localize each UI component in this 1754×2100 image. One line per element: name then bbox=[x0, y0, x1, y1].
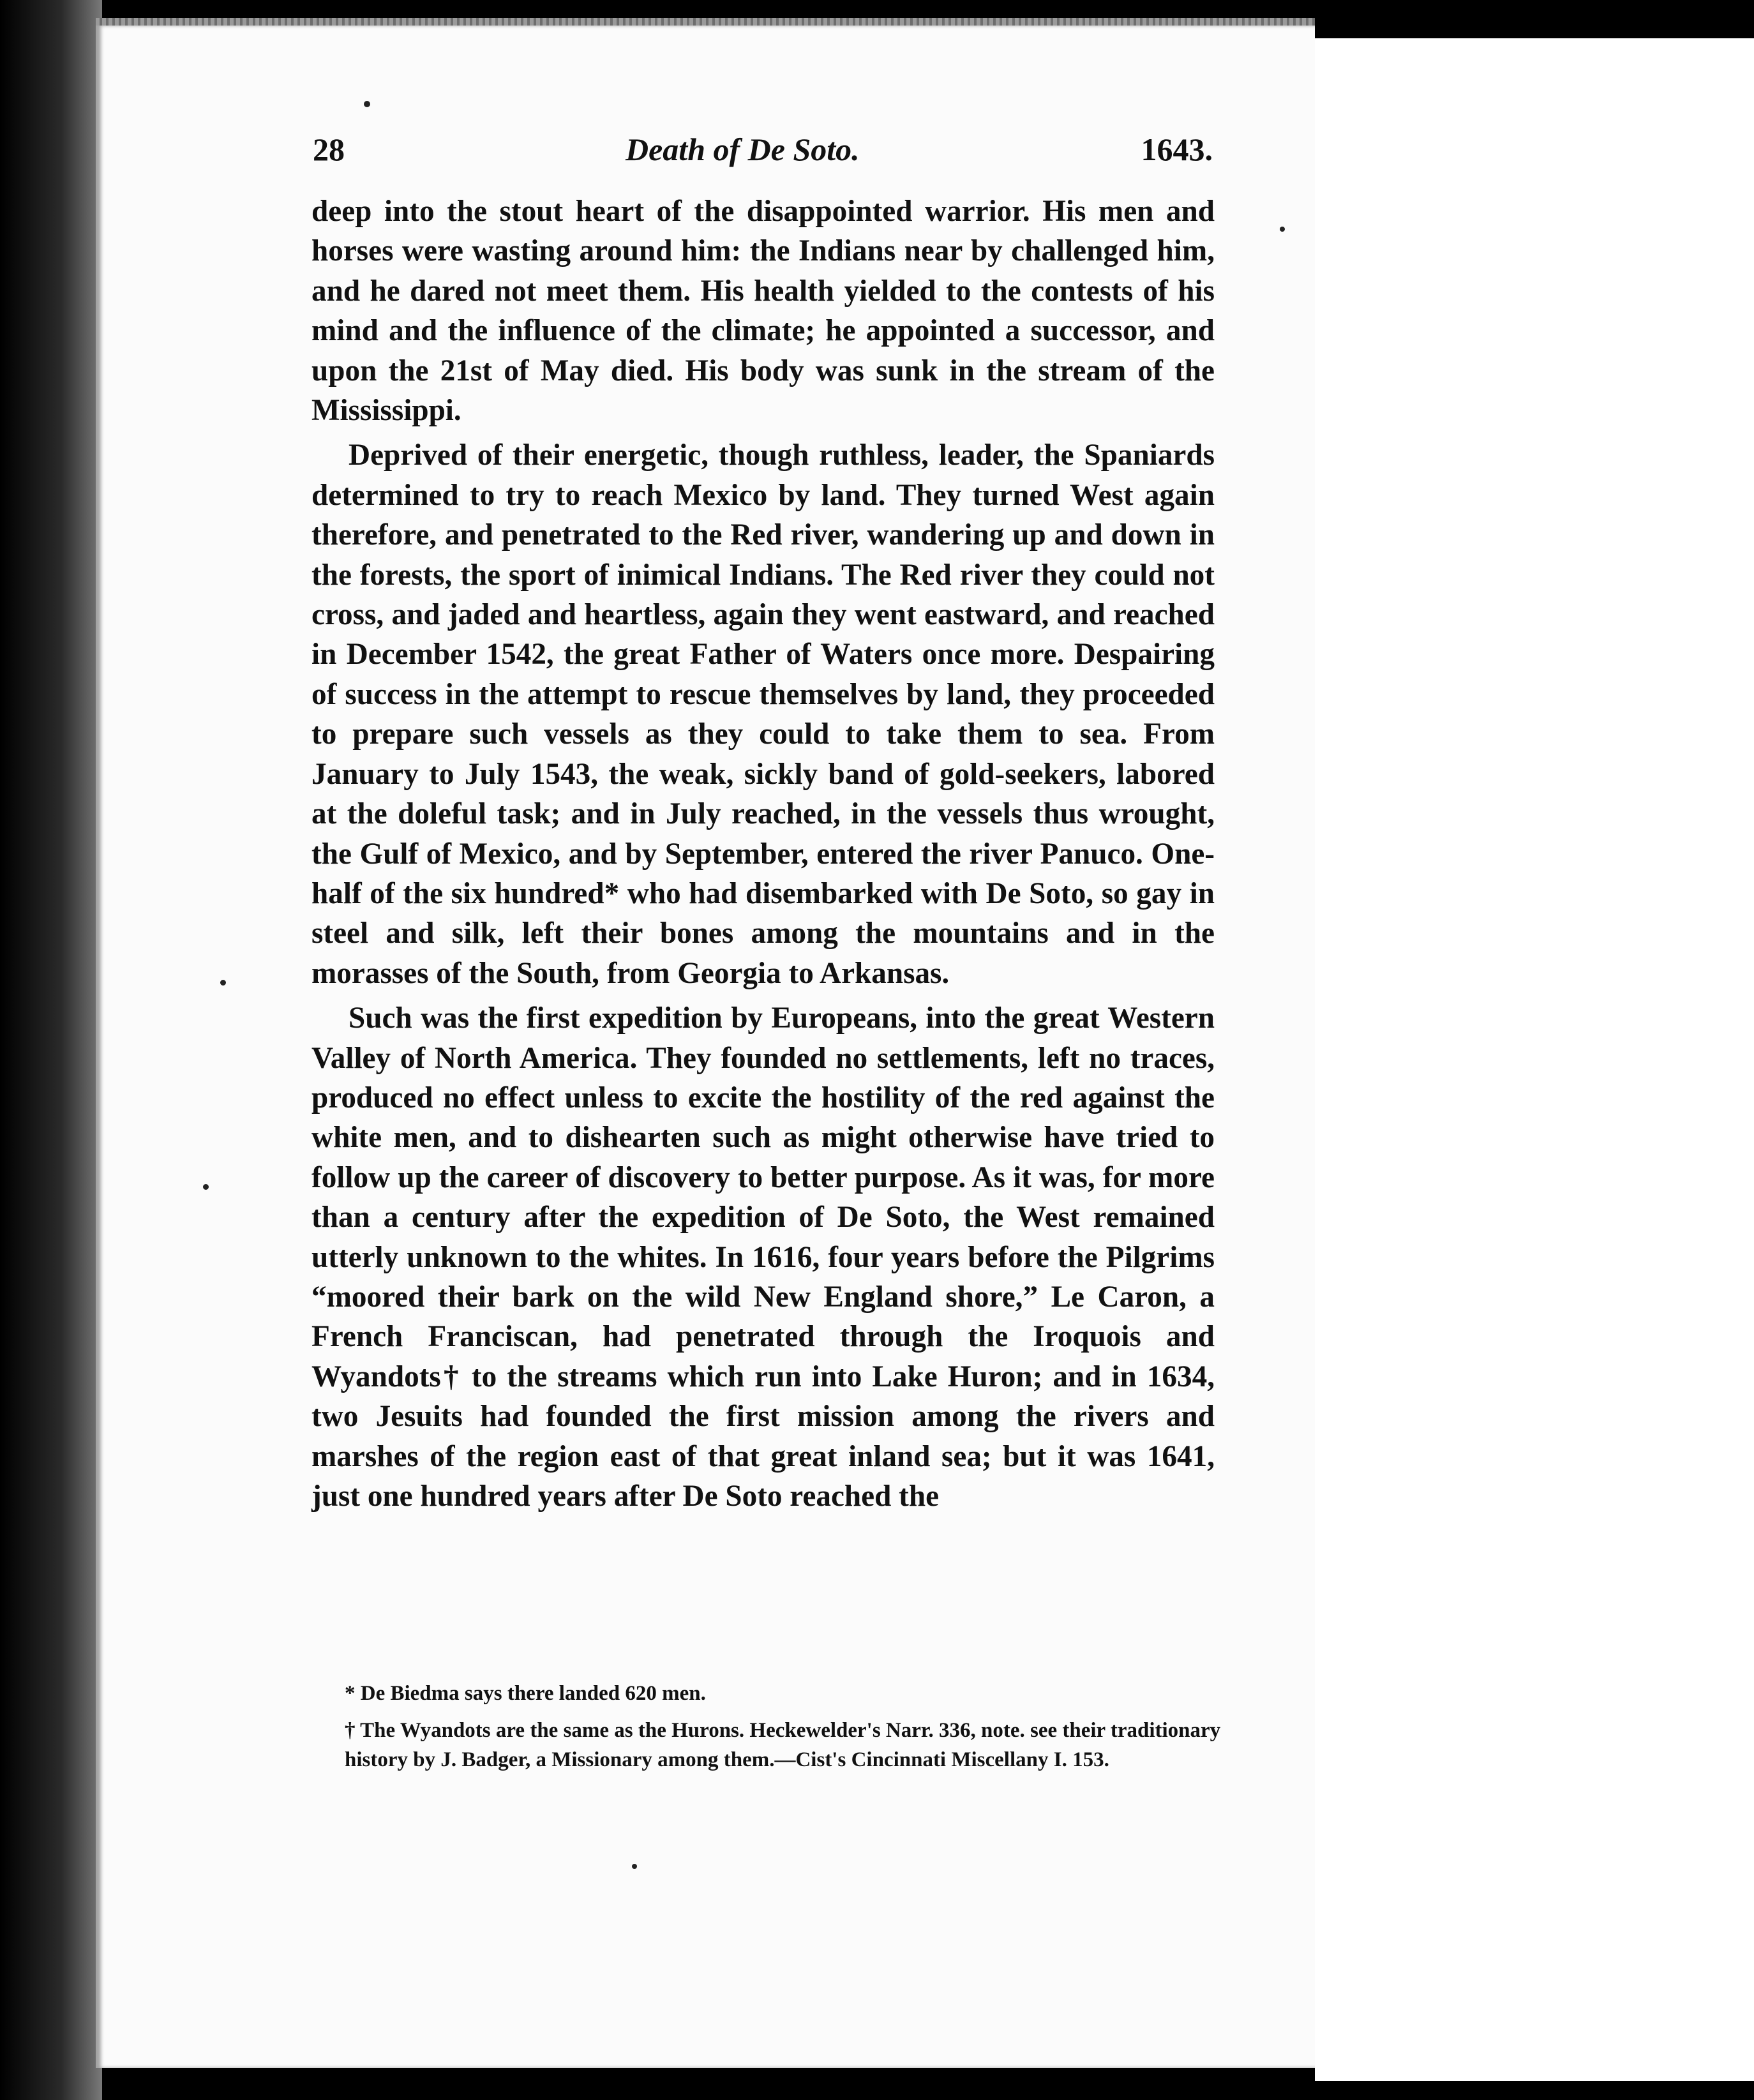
scan-speck bbox=[632, 1864, 637, 1869]
scan-left-edge bbox=[0, 0, 102, 2100]
scan-background bbox=[1315, 38, 1754, 2081]
paragraph-3: Such was the first expedition by Europeans, into the great Western Valley of North America. They founded no settlements, left no traces, produced no effect unless to excite the hostility of the red against the white men, and to dishearten such as might otherwise have tried to follow up the career of discovery to better purpose. As it was, for more than a century after the expedition of De Soto, the West remained utterly unknown to the whites. In 1616, four years before the Pilgrims “moored their bark on the wild New England shore,” Le Caron, a French Franciscan, had penetrated through the Iroquois and Wyandots† to the streams which run into Lake Huron; and in 1634, two Jesuits had founded the first mission among the rivers and marshes of the region east of that great inland sea; but it was 1641, just one hundred years after De Soto reached the bbox=[311, 1001, 1215, 1513]
scan-speck bbox=[1280, 227, 1285, 232]
footnote-2: † The Wyandots are the same as the Hurons. Heckewelder's Narr. 336, note. see their traditionary history by J. Badger, a Missionary among them.—Cist's Cincinnati Miscellany I. 153. bbox=[345, 1719, 1221, 1771]
scan-speck bbox=[220, 980, 226, 986]
paragraph-2: Deprived of their energetic, though ruthless, leader, the Spaniards determined to try to reach Mexico by land. They turned West again therefore, and penetrated to the Red river, wandering up and down in the forests, the sport of inimical Indians. The Red river they could not cross, and jaded and heartless, again they went eastward, and reached in December 1542, the great Father of Waters once more. Despairing of success in the attempt to rescue themselves by land, they proceeded to prepare such vessels as they could to take them to sea. From January to July 1543, the weak, sickly band of gold-seekers, labored at the doleful task; and in July reached, in the vessels thus wrought, the Gulf of Mexico, and by September, entered the river Panuco. One-half of the six hundred* who had disembarked with De Soto, so gay in steel and silk, left their bones among the mountains and in the morasses of the South, from Georgia to Arkansas. bbox=[311, 439, 1215, 990]
header-year: 1643. bbox=[1141, 131, 1213, 167]
running-title: Death of De Soto. bbox=[626, 131, 860, 167]
scan-speck bbox=[203, 1184, 209, 1190]
footnote-1: * De Biedma says there landed 620 men. bbox=[345, 1682, 706, 1705]
footnotes bbox=[345, 1679, 1226, 1782]
paragraph-1: deep into the stout heart of the disappointed warrior. His men and horses were wasting around him: the Indians near by challenged him, and he dared not meet them. His health yielded to the contests of his mind and the influence of the climate; he appointed a successor, and upon the 21st of May died. His body was sunk in the stream of the Mississippi. bbox=[311, 195, 1215, 428]
body-text bbox=[311, 191, 1215, 1516]
page-header bbox=[313, 131, 1213, 182]
page-number: 28 bbox=[313, 131, 345, 167]
scan-speck bbox=[364, 101, 370, 107]
